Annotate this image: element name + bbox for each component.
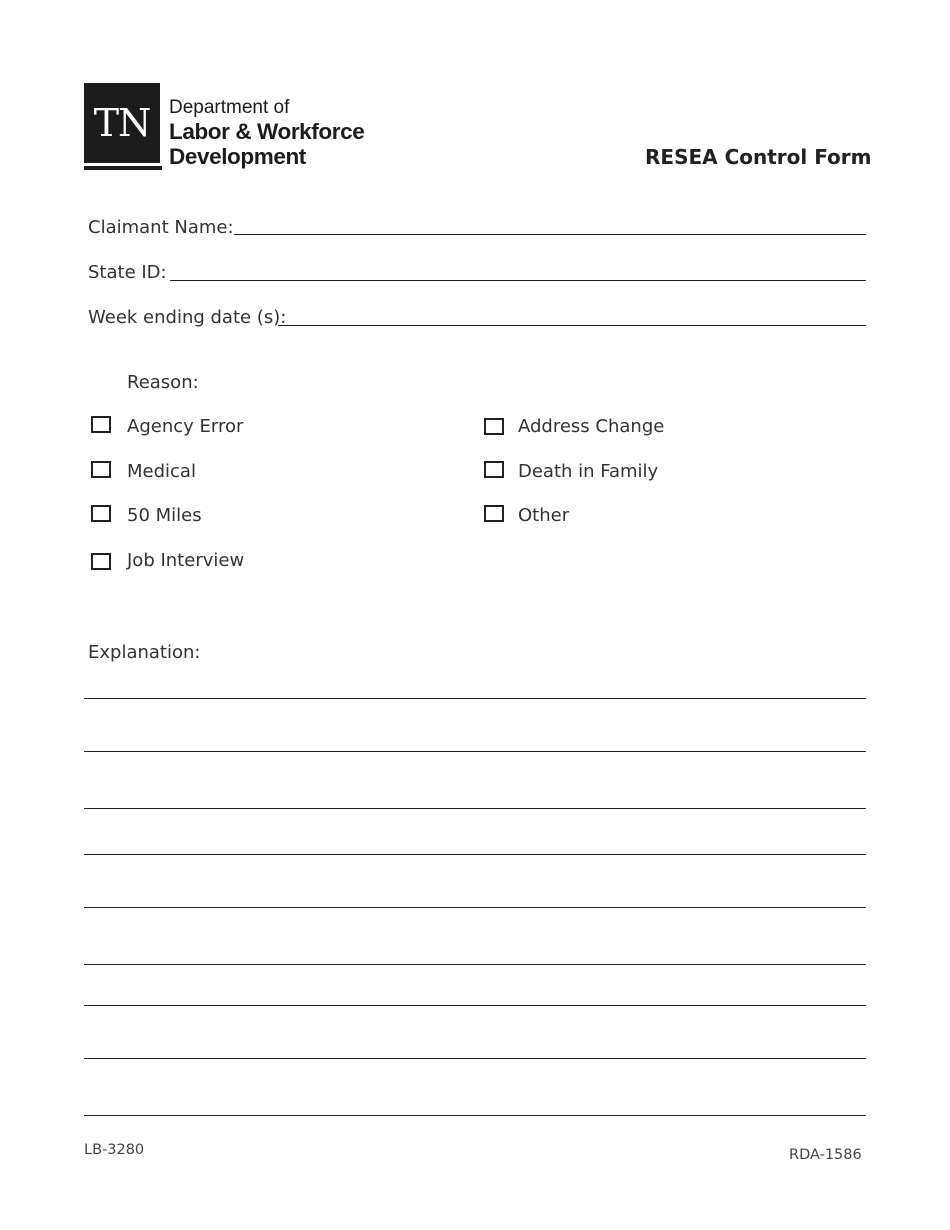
explanation-line[interactable] [84,698,866,699]
form-code-left: LB-3280 [84,1142,145,1158]
label-death-in-family: Death in Family [518,461,659,482]
checkbox-death-in-family[interactable] [484,461,504,478]
state-id-field[interactable] [170,280,866,281]
claimant-name-label: Claimant Name: [88,217,234,238]
logo-line-department: Department of [169,97,290,118]
label-agency-error: Agency Error [127,416,244,437]
checkbox-50-miles[interactable] [91,505,111,522]
week-ending-field[interactable] [278,325,866,326]
explanation-line[interactable] [84,751,866,752]
week-ending-label: Week ending date (s): [88,307,287,328]
explanation-line[interactable] [84,964,866,965]
form-title: RESEA Control Form [645,145,872,169]
label-medical: Medical [127,461,196,482]
explanation-line[interactable] [84,1058,866,1059]
reason-label: Reason: [127,372,199,393]
state-id-label: State ID: [88,262,167,283]
logo-wordmark [169,98,379,171]
checkbox-agency-error[interactable] [91,416,111,433]
claimant-name-field[interactable] [234,234,866,235]
tn-logo-mark: TN [84,83,160,163]
checkbox-job-interview[interactable] [91,553,111,570]
logo-rule [84,166,162,170]
explanation-line[interactable] [84,907,866,908]
checkbox-other[interactable] [484,505,504,522]
label-other: Other [518,505,570,526]
explanation-line[interactable] [84,1115,866,1116]
checkbox-address-change[interactable] [484,418,504,435]
label-job-interview: Job Interview [127,550,245,571]
form-code-right: RDA-1586 [789,1147,862,1163]
checkbox-medical[interactable] [91,461,111,478]
logo-line-development: Development [169,144,306,169]
explanation-line[interactable] [84,1005,866,1006]
explanation-line[interactable] [84,854,866,855]
label-address-change: Address Change [518,416,665,437]
explanation-label: Explanation: [88,642,201,663]
label-50-miles: 50 Miles [127,505,202,526]
logo-line-labor-workforce: Labor & Workforce [169,119,365,144]
explanation-line[interactable] [84,808,866,809]
tn-dlwd-logo [84,83,380,175]
